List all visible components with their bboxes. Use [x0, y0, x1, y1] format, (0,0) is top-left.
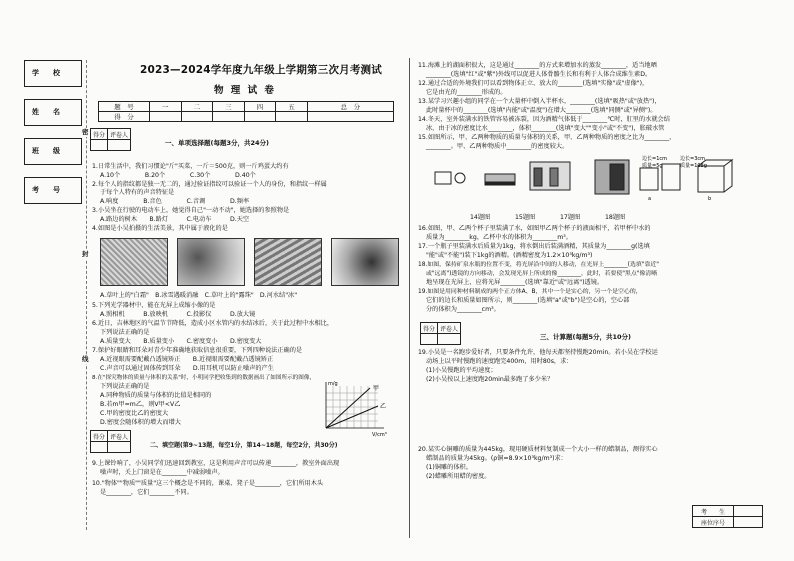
cube-b-name: b	[708, 196, 712, 202]
examinee-cell	[734, 506, 763, 517]
question-line: A.照相机 B.放映机 C.投影仪 D.放大镜	[100, 311, 256, 318]
question-line: 20.某实心铜雕的质量为445kg，现用硬质材料复制成一个大小一样的蜡制品，测得实心	[418, 446, 658, 453]
score-cell: 三	[213, 102, 245, 112]
score-row-values	[99, 112, 394, 122]
grader-box-3	[420, 322, 461, 345]
score-cell	[307, 112, 393, 122]
question-line: (1)铜雕的体积。	[426, 464, 472, 471]
question-line: 4.如图是小吴拍摄的生活美景，其中属于液化的是	[92, 225, 228, 232]
exam-subtitle: 物 理 试 卷	[214, 85, 276, 96]
grader-cell	[421, 334, 438, 345]
question-line: 它是由光的________形成的。	[426, 89, 507, 96]
question-line: 6.近日，吉林地区的气温节节降低，造成小区水管内的水结冰后，关于此过程中水相比，	[92, 320, 334, 327]
figure-strip	[430, 152, 760, 212]
mass-volume-graph	[318, 378, 398, 438]
question-line: 2.每个人的指纹都是独一无二的，通过验证指纹可以验证一个人的身份，和指纹一样属	[92, 181, 327, 188]
question-line: (2)蜡雕所用蜡的密度。	[426, 473, 491, 480]
question-line: 噪声时，关上门窗是在________中减弱噪声。	[100, 469, 224, 476]
cube-b-side: 边长=1cm	[642, 156, 667, 162]
photo-dew	[254, 238, 322, 286]
question-line: 于每个人特有的声音特征是	[100, 189, 175, 196]
grader-label: 评卷人	[108, 129, 131, 140]
score-cell: 四	[244, 102, 276, 112]
figure-captions: 14题图 15题图 17题图 18题图	[470, 214, 626, 221]
score-cell	[276, 112, 308, 122]
question-line: 17.一个瓶子里装满水后质量为1kg，将水倒出后装满酒精，其质量为________g(选填	[418, 243, 650, 250]
graph-x-label: V/cm³	[372, 432, 387, 438]
question-line: 是________，它们________不同。	[100, 489, 193, 496]
grader-cell	[108, 442, 131, 453]
column-divider	[409, 58, 410, 538]
question-line: 8.在"探究物体的质量与体积的关系"时，小明同学把收集到的数据画出了如图所示的图像，	[92, 375, 316, 381]
grader-label: 评卷人	[108, 431, 131, 442]
question-line: 下列说法正确的是	[100, 383, 150, 390]
question-line: 11.海滩上的湖面积很大，这是通过________的方式来增加水的蒸发________，适当地晒	[418, 62, 657, 69]
score-cell	[213, 112, 245, 122]
examinee-seat-box	[692, 505, 763, 528]
question-line: A.路边的树木 B.路灯 C.电动车 D.天空	[100, 216, 250, 223]
question-line: 地呈现在光屏上，应将光屏________(选填"靠近"或"远离")透镜。	[426, 279, 604, 286]
question-line: C.声音可以通过固体传到耳朵 D.用耳机可以防止噪声的产生	[100, 365, 274, 372]
question-line: ________。甲、乙两种物质中________的密度较大。	[426, 143, 569, 150]
question-line: 下列说法正确的是	[100, 329, 150, 336]
question-line: 5.下列光学器材中，能在光屏上成缩小像的是	[92, 302, 216, 309]
grader-score-label: 得分	[421, 323, 438, 334]
question-line: 13.某学习兴趣小组的同学在一个大量杯中倒入半杯水，________(选填"吸热"或"放热")，	[418, 98, 661, 105]
question-line: 动场上以平时慢跑的速度跑完400m，用时80s，求：	[426, 358, 573, 365]
seal-char-3: 线	[82, 355, 89, 363]
question-line: 9.上课铃响了，小吴同学们迅速回到教室，这是利用声音可以传递________，教室外面出现	[92, 460, 340, 467]
question-line: 此时量杯中的________(选填"内能"或"温度")在增大________(选填"同侧"或"异侧")。	[426, 107, 657, 114]
question-line: D.密度会随体积的增大而增大	[100, 419, 181, 426]
score-cell: 五	[276, 102, 308, 112]
grader-cell	[91, 140, 108, 151]
photo-frost	[100, 238, 168, 286]
score-cell: 二	[181, 102, 213, 112]
question-line: B.若m甲=m乙，则V甲<V乙	[100, 401, 181, 408]
cube-a-name: a	[648, 196, 652, 202]
graph-line-b-label: 乙	[380, 403, 387, 410]
question-line: 15.如图所示，甲、乙两种物质的质量与体积的关系，甲、乙两种物质的密度之比为________，	[418, 134, 676, 141]
seal-char-2: 封	[82, 250, 89, 258]
graph-y-label: m/g	[328, 381, 338, 387]
score-cell	[150, 112, 182, 122]
seal-char-1: 密	[82, 128, 89, 136]
question-line: 19.小吴是一名跑步爱好者，只要条件允许，他每天都坚持慢跑20min。若小吴在学校运	[418, 349, 658, 356]
class-label: 班 级	[32, 147, 60, 155]
score-cell: 得 分	[99, 112, 150, 122]
score-row-header	[99, 102, 394, 112]
question-line: "能"或"不能")装下1kg的酒精。(酒精密度为1.2×10³kg/m³)	[426, 252, 593, 259]
question-line: 冰，由于冰的密度比水________，体积________(选填"变大""变小"或"不变")，胀破水管	[426, 125, 665, 132]
examinee-label: 考 生	[693, 506, 734, 517]
score-cell: 题 号	[99, 102, 150, 112]
question-line: 14.冬天，室外装满水的铁管容易被冻裂，因为酒精气体低于________℃时，肛里的水就会结	[418, 116, 670, 123]
grader-box-2	[90, 430, 131, 453]
section-2-title: 二、填空题(第9~13题，每空1分，第14~18题，每空2分，共30分)	[150, 442, 338, 449]
score-cell	[181, 112, 213, 122]
question-line: C.甲的密度比乙的密度大	[100, 410, 169, 417]
seat-label: 座位序号	[693, 517, 734, 528]
photo-melting	[177, 238, 245, 286]
grader-cell	[438, 334, 461, 345]
score-cell	[244, 112, 276, 122]
grader-label: 评卷人	[438, 323, 461, 334]
cube-a-side: 边长=3cm	[680, 156, 705, 162]
photo-ice	[331, 238, 399, 286]
question-line: 10."物体""物质""质量"这三个概念是不同的，课桌、凳子是________，它们所用木头	[92, 480, 324, 487]
score-table	[98, 101, 394, 122]
question-line: A.草叶上的"白霜" B.冰雪遇暖消融 C.草叶上的"露珠" D.河水结"冰"	[100, 292, 298, 299]
section-1-title: 一、单项选择题(每题3分，共24分)	[165, 139, 270, 147]
score-cell: 总 分	[307, 102, 393, 112]
grader-cell	[108, 140, 131, 151]
question-line: (1)小吴慢跑的平均速度；	[426, 367, 497, 374]
question-line: 18.如图，保持矿泉水瓶的位置不变，将光屏沿中间的人移动，在光屏上________(选填"靠近"	[418, 262, 659, 268]
question-line: 16.如图，甲、乙两个杯子里装满了水，如图甲乙两个杯子的液面相平，若甲杯中水的	[418, 225, 651, 232]
question-line: A.近视眼需要配戴凸透镜矫正 B.近视眼需要配戴凸透镜矫正	[100, 356, 274, 363]
name-label: 姓 名	[32, 108, 60, 116]
question-line: 1.日常生活中，我们习惯论"斤"买菜，一斤＝500克，则一斤鸡蛋大约有	[92, 163, 289, 170]
question-line: A.同种物质的质量与体积的比值是相同的	[100, 392, 212, 399]
score-cell: 一	[150, 102, 182, 112]
cube-b-mass: 质量=5g	[642, 163, 663, 169]
seat-cell	[734, 517, 763, 528]
question-line: ________(选填"红"或"紫")外线可以促进人体骨骼生长和有利于人体合成维生素D。	[426, 71, 652, 78]
question-line: 或"远离")透镜的方向移动，会发现光屏上所成的像________，此时，若要使"黑点"像清晰	[426, 271, 658, 277]
question-line: 3.小吴坐在行驶的电动车上，她觉得自己"一动不动"，她选择的参照物是	[92, 207, 290, 214]
question-line: 12.通过合适的外境我们可以看到物体正立、放大的________(选填"实像"或"虚像")，	[418, 80, 649, 87]
grader-cell	[91, 442, 108, 453]
section-3-title: 三、计算题(每题5分，共10分)	[540, 333, 632, 341]
exam-no-label: 考 号	[32, 186, 60, 194]
question-line: A.10个 B.20个 C.30个 D.40个	[100, 172, 256, 179]
cube-a-mass: 质量=108g	[680, 163, 707, 169]
binding-strip	[12, 55, 82, 270]
question-line: 19.如图是用同种材料制成的两个正方体A、B，其中一个是实心的，另一个是空心的，	[418, 289, 642, 295]
grader-score-label: 得分	[91, 129, 108, 140]
question-line: (2)小吴按以上速度跑20min最多跑了多少米？	[426, 376, 554, 383]
question-line: 蜡制品的质量为45kg。(ρ铜=8.9×10³kg/m³)求：	[426, 455, 567, 462]
grader-score-label: 得分	[91, 431, 108, 442]
grader-box-1	[90, 128, 131, 151]
question-line: 质量为________kg，乙杯中水的体积为________m³。	[426, 234, 572, 241]
question-line: 它们的边长和质量如图所示，则________(选填"a"或"b")是空心的，空心部	[426, 297, 630, 304]
question-line: 分的体积为________cm³。	[426, 306, 500, 313]
question-line: 7.保护好眼睛和耳朵对青少年准确地获取信息很重要，下列四种说法正确的是	[92, 347, 303, 354]
graph-line-a-label: 甲	[373, 385, 380, 392]
school-label: 学 校	[32, 69, 60, 77]
question-line: A.质量变大 B.质量变小 C.密度变小 D.密度变大	[100, 338, 262, 345]
exam-title: 2023—2024学年度九年级上学期第三次月考测试	[140, 64, 382, 76]
question-line: A.响度 B.音色 C.音调 D.频率	[100, 198, 250, 205]
